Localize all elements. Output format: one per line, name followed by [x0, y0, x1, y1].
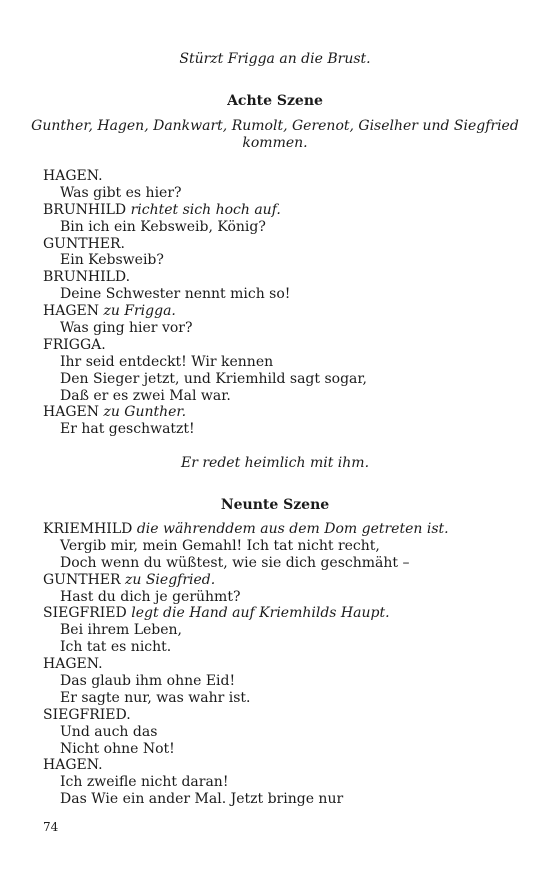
- verse-line: Doch wenn du wüßtest, wie sie dich geschmäht –: [60, 554, 410, 571]
- verse-line: Deine Schwester nennt mich so!: [60, 286, 291, 303]
- stage-direction-inline: zu Siegfried.: [125, 571, 216, 588]
- speaker-name: BRUNHILD.: [43, 269, 131, 286]
- speaker-name: HAGEN.: [43, 757, 103, 774]
- scene-8-cast-line-2: kommen.: [242, 135, 308, 151]
- speaker-line: [43, 168, 513, 185]
- speaker-line: [43, 521, 513, 538]
- verse-line: Bin ich ein Kebsweib, König?: [60, 218, 266, 235]
- speaker-line: [43, 757, 513, 774]
- speaker-name: FRIGGA.: [43, 336, 106, 353]
- verse-line: Nicht ohne Not!: [60, 740, 175, 757]
- verse-line: Das glaub ihm ohne Eid!: [60, 673, 236, 690]
- verse-line: Er hat geschwatzt!: [60, 421, 195, 438]
- speaker-line: [43, 605, 513, 622]
- scene-9-dialogue: [43, 521, 513, 808]
- speaker-line: [43, 707, 513, 724]
- speaker-line: [43, 572, 513, 589]
- verse-line: Ich tat es nicht.: [60, 639, 172, 656]
- speaker-line: [43, 236, 513, 253]
- verse-line: Ich zweifle nicht daran!: [60, 774, 229, 791]
- speaker-name: HAGEN: [43, 404, 99, 421]
- stage-direction-inline: richtet sich hoch auf.: [130, 201, 281, 218]
- speaker-name: BRUNHILD: [43, 201, 127, 218]
- speaker-name: HAGEN: [43, 303, 99, 320]
- speaker-line: [43, 303, 513, 320]
- stage-direction-inline: zu Frigga.: [103, 303, 176, 320]
- scene-8-dialogue: [43, 168, 513, 438]
- verse-line: Bei ihrem Leben,: [60, 622, 182, 639]
- speaker-name: HAGEN.: [43, 168, 103, 184]
- stage-direction-inline: legt die Hand auf Kriemhilds Haupt.: [131, 605, 390, 622]
- speaker-line: [43, 404, 513, 421]
- speaker-name: GUNTHER.: [43, 235, 125, 252]
- speaker-name: SIEGFRIED: [43, 605, 127, 622]
- verse-line: Das Wie ein ander Mal. Jetzt bringe nur: [60, 791, 344, 808]
- speaker-name: SIEGFRIED.: [43, 706, 131, 723]
- verse-line: Daß er es zwei Mal war.: [60, 387, 231, 404]
- scene-title-8: Achte Szene: [227, 93, 323, 109]
- verse-line: Vergib mir, mein Gemahl! Ich tat nicht recht,: [60, 537, 380, 554]
- verse-line: Hast du dich je gerühmt?: [60, 588, 241, 605]
- verse-line: Ein Kebsweib?: [60, 252, 164, 269]
- speaker-line: [43, 202, 513, 219]
- verse-line: Und auch das: [60, 723, 158, 740]
- verse-line: Er sagte nur, was wahr ist.: [60, 689, 251, 706]
- speaker-line: [43, 337, 513, 354]
- stage-direction-top: Stürzt Frigga an die Brust.: [179, 51, 371, 67]
- verse-line: Was gibt es hier?: [60, 184, 182, 201]
- speaker-name: HAGEN.: [43, 656, 103, 673]
- verse-line: Den Sieger jetzt, und Kriemhild sagt sogar,: [60, 370, 367, 387]
- speaker-line: [43, 656, 513, 673]
- page-number: 74: [43, 820, 59, 834]
- verse-line: Was ging hier vor?: [60, 320, 193, 337]
- scene-title-9: Neunte Szene: [220, 497, 330, 513]
- speaker-name: GUNTHER: [43, 571, 121, 588]
- stage-direction-inline: die währenddem aus dem Dom getreten ist.: [136, 521, 449, 537]
- speaker-name: KRIEMHILD: [43, 521, 133, 537]
- stage-direction-scene-8-end: Er redet heimlich mit ihm.: [180, 455, 370, 471]
- stage-direction-inline: zu Gunther.: [103, 404, 187, 421]
- speaker-line: [43, 269, 513, 286]
- scene-8-cast-line-1: Gunther, Hagen, Dankwart, Rumolt, Gerenot, Giselher und Siegfried: [31, 118, 519, 134]
- verse-line: Ihr seid entdeckt! Wir kennen: [60, 353, 274, 370]
